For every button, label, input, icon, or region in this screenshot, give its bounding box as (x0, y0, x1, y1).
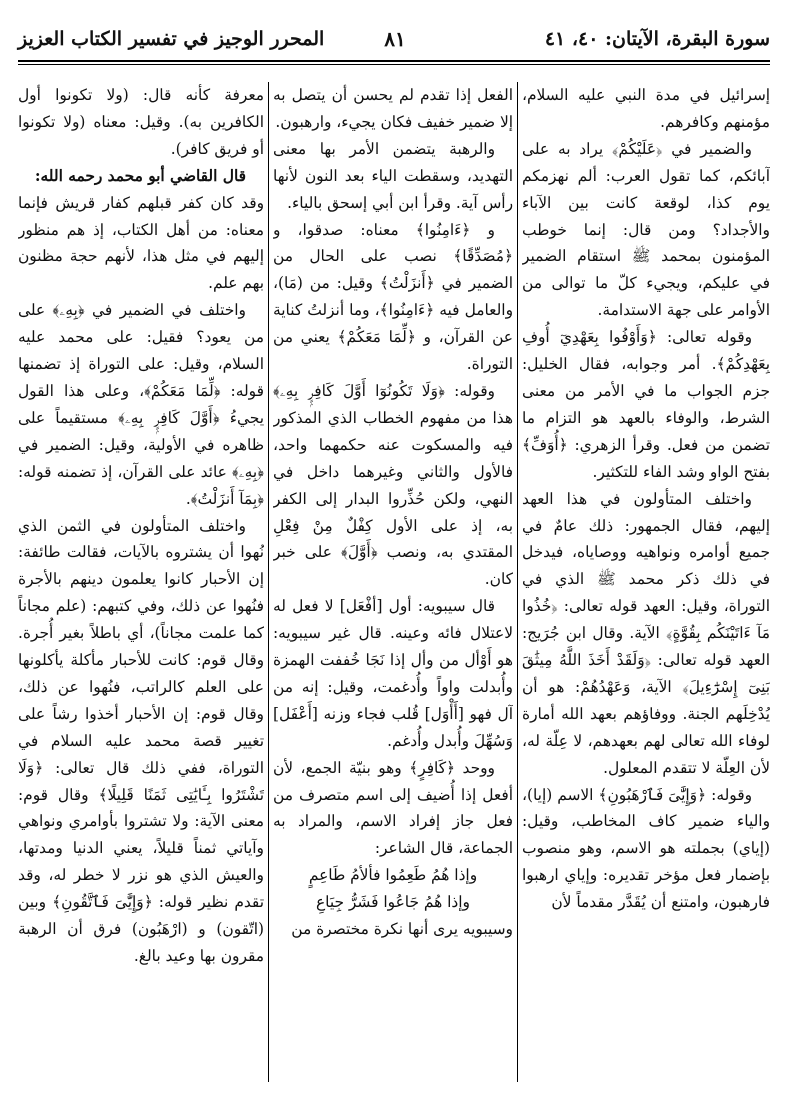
poetry-verse: وإذا هُمُ جَاعُوا فَشَرُّ جِيَاعِ (316, 893, 470, 912)
paragraph: واختلف المتأولون في الثمن الذي نُهوا أن يشتروه بالآيات، فقالت طائفة: إن الأحبار كانوا يعلمون دينهم بالأجرة فنُهوا عن ذلك، وفي كتبهم: (علم مجاناً كما علمت مجاناً)، أي باطلاً بغير أُجرة. وقال قوم: كانت للأحبار مأكلة يأكلونها على العلم كالراتب، فنُهوا عن ذلك، وقال قوم: إن الأحبار أخذوا رشاً على تغيير قصة محمد عليه السلام في التوراة، ففي ذلك قال تعالى: ﴿وَلَا تَشْتَرُوا بِـَٔايَٰتِى ثَمَنًا قَلِيلًا﴾ وقال قوم: معنى الآية: ولا تشتروا بأوامري ونواهي وآياتي ثمناً قليلاً، يعني الدنيا ومدتها، والعيش الذي هو نزر لا خطر له، وقد تقدم نظير قوله: ﴿وَإِيَّٰىَ فَٱتَّقُونِ﴾ وبين (اتّقون) و (ارْهَبُون) فرق أن الرهبة مقرون بها وعيد بالغ. (18, 516, 264, 965)
author-heading: قال القاضي أبو محمد رحمه الله: (34, 166, 246, 185)
paragraph: وقوله: ﴿وَلَا تَكُونُوٓا أَوَّلَ كَافِرٍۭ بِهِۦ﴾ هذا من مفهوم الخطاب الذي المذكور فيه والمسكوت عنه حكمهما واحد، فالأول والثاني وغيرهما داخل في النهي، ولكن حُذِّروا البدار إلى الكفر به، إذ على الأول كِفْلٌ مِنْ فِعْلِ المقتدي به، ونصب ﴿أَوَّلَ﴾ على خبر كان. (273, 381, 513, 589)
column-divider (268, 82, 269, 1082)
paragraph: معرفة كأنه قال: (ولا تكونوا أول الكافرين به). وقيل: معناه (ولا تكونوا أو فريق كافر). (18, 86, 264, 158)
column-middle (273, 82, 513, 1082)
paragraph: ووحد ﴿كَافِرٍ﴾ وهو بنيّة الجمع، لأن أفعل إذا أُضيف إلى اسم متصرف من فعل جاز إفراد الاسم، والمراد به الجماعة، قال الشاعر: (273, 758, 513, 858)
paragraph: إسرائيل في مدة النبي عليه السلام، مؤمنهم وكافرهم. (522, 86, 770, 131)
paragraph: وسيبويه يرى أنها نكرة مختصرة من (291, 920, 513, 939)
header-book-title: المحرر الوجيز في تفسير الكتاب العزيز (18, 28, 325, 50)
header-rule (18, 60, 770, 62)
paragraph: والرهبة يتضمن الأمر بها معنى التهديد، وسقطت الياء بعد النون لأنها رأس آية. وقرأ ابن أبي إسحق بالياء. (273, 139, 513, 212)
paragraph: قال سيبويه: أول [أفْعَل] لا فعل له لاعتلال فائه وعينه. قال غير سيبويه: هو أَوْأل من وأل إذا نَجَا خُففت الهمزة وأُبدلت واواً وأُدغمت، وقيل: إنه من آل فهو [أَأْوَل] قُلب فجاء وزنه [أَعْفَل] وَسُهِّلَ وأُبدل وأُدغم. (273, 597, 513, 750)
paragraph: واختلف المتأولون في هذا العهد إليهم، فقال الجمهور: ذلك عامٌ في جميع أوامره ونواهيه ووصاياه، فيدخل في ذلك ذكر محمد ﷺ الذي في التوراة، وقيل: العهد قوله تعالى: ﴿خُذُوا مَآ ءَاتَيْنَكُم بِقُوَّةٍ﴾ الآية. وقال ابن جُرَيج: العهد قوله تعالى: ﴿وَلَقَدْ أَخَذَ اللَّهُ مِيثَٰقَ بَنِىٓ إِسْرَٰٓءِيلَ﴾ الآية، وَعَهْدُهُمْ: هو أن يُدْخِلَهم الجنة. ووفاؤهم بعهد الله أمارة لوفاء الله تعالى لهم بعهدهم، لا عِلّة له، لأن العِلّة لا تتقدم المعلول. (522, 489, 770, 777)
paragraph: وقوله: ﴿وَإِيَّٰىَ فَٱرْهَبُونِ﴾ الاسم (إيا)، والياء ضمير كاف المخاطب، وقيل: (إياي) بجملته هو الاسم، وهو منصوب بإضمار فعل مؤخر تقديره: وإياي ارهبوا فارهبون، وامتنع أن يُقَدَّر مقدماً لأن (522, 785, 770, 912)
column-divider (517, 82, 518, 1082)
paragraph: وقوله تعالى: ﴿وَأَوْفُوا بِعَهْدِيٓ أُوفِ بِعَهْدِكُمْ﴾. أمر وجوابه، فقال الخليل: جزم الجواب ما في الأمر من معنى الشرط، والوفاء بالعهد هو التزام ما تضمن من فعل. وقرأ الزهري: ﴿أُوَفِّ﴾ بفتح الواو وشد الفاء للتكثير. (522, 328, 770, 481)
column-left (18, 82, 264, 1082)
header-surah: سورة البقرة، الآيتان: ٤٠، ٤١ (544, 28, 770, 50)
column-right (522, 82, 770, 1082)
paragraph: وقد كان كفر قبلهم كفار قريش فإنما معناه: من أهل الكتاب، إذ هم منظور إليهم في مثل هذا، لأنهم حجة مظنون بهم علم. (18, 193, 264, 293)
running-header (18, 22, 770, 56)
paragraph: الفعل إذا تقدم لم يحسن أن يتصل به إلا ضمير خفيف فكان يجيء، وارهبون. (273, 86, 513, 131)
paragraph: و ﴿ءَامِنُوا﴾ معناه: صدقوا، و ﴿مُصَدِّقًا﴾ نصب على الحال من الضمير في ﴿أَنزَلْتُ﴾ وقيل: من (مَا)، والعامل فيه ﴿ءَامِنُوا﴾، وما أنزلتُ كناية عن القرآن، و ﴿لِّمَا مَعَكُمْ﴾ يعني من التوراة. (273, 220, 513, 374)
paragraph: والضمير في ﴿عَلَيْكُمْ﴾ يراد به على آبائكم، كما تقول العرب: ألم نهزمكم يوم كذا، لوقعة كانت بين الآباء والأجداد؟ ومن قال: إنما خوطب المؤمنون بمحمد ﷺ استقام الضمير في عليكم، ويجيء كلّ ما توالى من الأوامر على جهة الاستدامة. (522, 139, 770, 320)
paragraph: واختلف في الضمير في ﴿بِهِۦ﴾ على من يعود؟ فقيل: على محمد عليه السلام، وقيل: على التوراة إذ تضمنها قوله: ﴿لِّمَا مَعَكُمْ﴾، وعلى هذا القول يجيءُ ﴿أَوَّلَ كَافِرٍۭ بِهِۦ﴾ مستقيماً على ظاهره في الأولية، وقيل: الضمير في ﴿بِهِۦ﴾ عائد على القرآن، إذ تضمنه قوله: ﴿بِمَآ أَنزَلْتُ﴾. (18, 301, 264, 508)
header-rule-thin (18, 64, 770, 65)
poetry-verse: وإذا هُمُ طَعِمُوا فألأمُ طَاعِمٍ (308, 866, 478, 885)
page-number: ٨١ (384, 27, 406, 51)
